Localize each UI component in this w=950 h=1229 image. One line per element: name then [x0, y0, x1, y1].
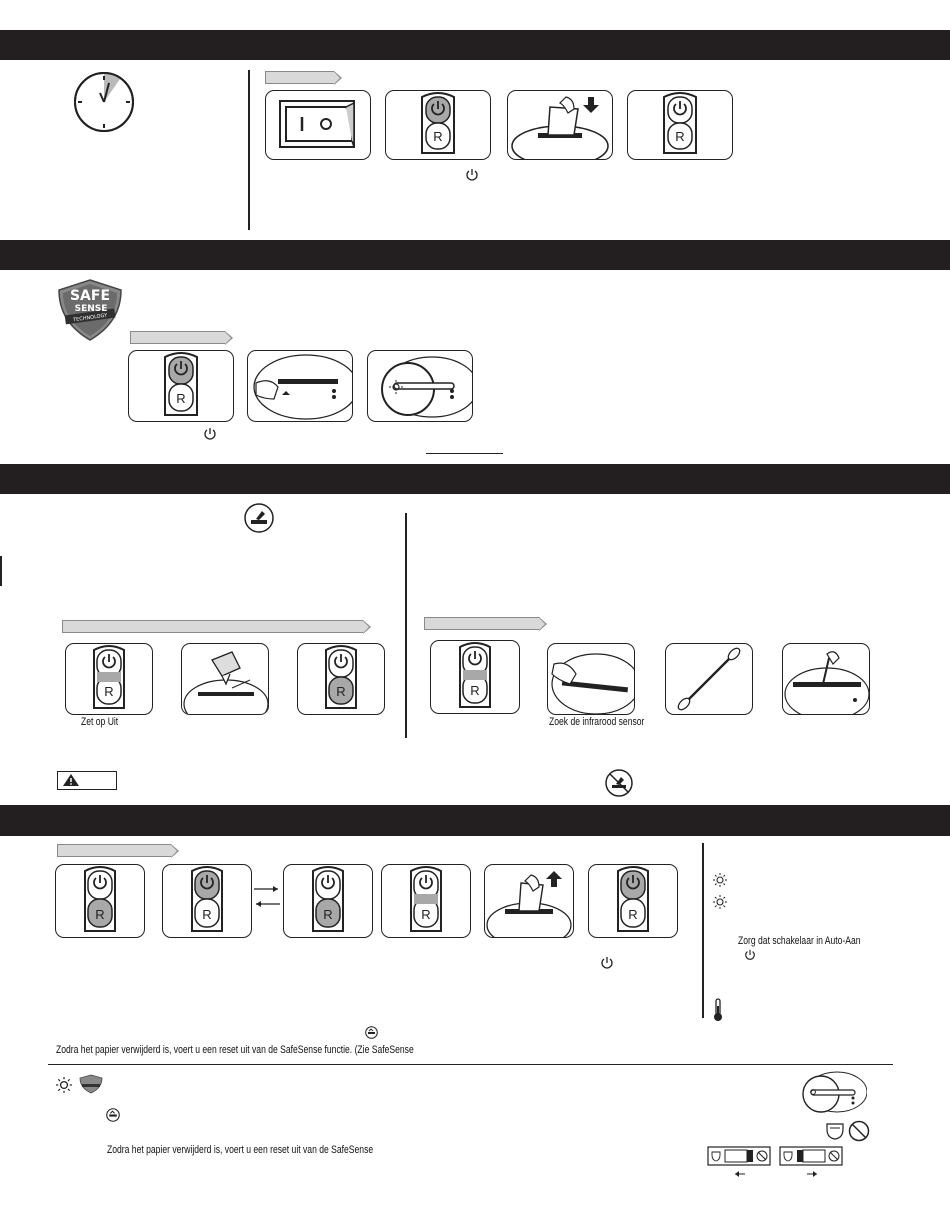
logo-line-1: SAFE [69, 288, 111, 304]
paper-jam-icon [365, 1026, 378, 1039]
power-symbol-icon [744, 949, 756, 961]
no-oil-icon [605, 769, 633, 797]
step-tab-1 [265, 71, 334, 84]
power-reset-panel-1 [385, 90, 491, 160]
led-indicator-icon [368, 351, 472, 421]
power-reset-button-icon [284, 865, 372, 937]
led-sun-icon [56, 1077, 72, 1093]
shredder-paper-insert-icon [485, 865, 573, 937]
step-tab-2 [130, 331, 225, 344]
svg-text:R: R [675, 129, 685, 144]
sensor-locate-panel [547, 643, 635, 715]
step-tab-4 [424, 617, 539, 630]
arrow-left-right-icon [252, 880, 282, 910]
power-reset-panel-5 [297, 643, 385, 715]
safesense-sensor-panel [247, 350, 353, 422]
svg-text:R: R [95, 907, 105, 922]
caption-zet-uit: Zet op Uit [81, 716, 119, 728]
power-reset-panel-10 [381, 864, 471, 938]
power-reset-button-icon [628, 91, 732, 159]
divider-vertical-1 [248, 70, 250, 230]
underline-link [426, 453, 503, 454]
power-reset-button-icon [298, 644, 384, 714]
power-reset-button-icon [382, 865, 470, 937]
power-symbol-icon [600, 956, 614, 970]
step-tab-5 [57, 844, 171, 857]
power-reset-button-icon [129, 351, 233, 421]
power-reset-panel-6 [430, 640, 520, 714]
svg-text:R: R [104, 684, 114, 699]
prohibited-icon [848, 1120, 870, 1142]
power-reset-panel-4 [65, 643, 153, 715]
rocker-switch-panel [265, 90, 371, 160]
power-reset-panel-8 [162, 864, 252, 938]
power-reset-button-icon [431, 641, 519, 713]
power-reset-button-icon [386, 91, 490, 159]
caption-sensor: Zoek de infrarood sensor [549, 716, 645, 728]
safesense-sensor-icon [783, 644, 869, 714]
thermometer-icon [712, 998, 724, 1022]
power-reset-panel-7 [55, 864, 145, 938]
power-reset-panel-2 [627, 90, 733, 160]
svg-text:R: R [421, 907, 431, 922]
shredder-insert-panel-1 [507, 90, 613, 160]
svg-text:R: R [433, 129, 443, 144]
caption-papier-verwijderd [56, 1044, 414, 1056]
section-band-3 [0, 464, 950, 494]
oil-icon [244, 503, 274, 533]
cotton-swab-icon [666, 644, 752, 714]
led-indicator-icon [795, 1070, 867, 1114]
logo-line-3: TECHNOLOGY [72, 312, 108, 324]
led-sun-icon [713, 873, 727, 887]
section-band-4 [0, 805, 950, 836]
led-indicator-panel [367, 350, 473, 422]
warning-box [57, 771, 117, 790]
safesense-small-logo-icon [79, 1074, 103, 1094]
svg-text:R: R [470, 683, 480, 698]
rocker-switch-icon [266, 91, 370, 159]
oil-bottle-panel [181, 643, 269, 715]
svg-text:R: R [323, 907, 333, 922]
led-sun-icon [713, 895, 727, 909]
safesense-logo-icon [55, 278, 125, 342]
divider-vertical-3 [702, 843, 704, 1018]
power-symbol-icon [203, 427, 217, 441]
power-symbol-icon [465, 168, 479, 182]
caption-auto-aan: Zorg dat schakelaar in Auto-Aan [738, 935, 861, 947]
section-band-1 [0, 30, 950, 60]
power-reset-button-icon [56, 865, 144, 937]
margin-mark [0, 556, 2, 586]
oil-bottle-icon [182, 644, 268, 714]
power-reset-button-icon [66, 644, 152, 714]
power-reset-panel-3 [128, 350, 234, 422]
shredder-paper-insert-icon [508, 91, 612, 159]
sensor-clean-panel [782, 643, 870, 715]
horizontal-rule [48, 1064, 893, 1065]
svg-text:R: R [202, 907, 212, 922]
svg-text:R: R [628, 907, 638, 922]
logo-line-2: SENSE [74, 304, 108, 314]
shredder-remove-panel [484, 864, 574, 938]
power-reset-panel-11 [588, 864, 678, 938]
cotton-swab-panel [665, 643, 753, 715]
caption-papier-verwijderd-2: Zodra het papier verwijderd is, voert u een reset uit van de SafeSense [107, 1144, 374, 1156]
divider-vertical-2 [405, 513, 407, 738]
power-reset-button-icon [589, 865, 677, 937]
svg-text:R: R [176, 391, 186, 406]
safesense-sensor-icon [248, 351, 352, 421]
warning-triangle-icon [61, 772, 81, 788]
clock-icon [73, 71, 135, 133]
door-icon [825, 1121, 845, 1141]
slider-switch-icon [707, 1146, 847, 1180]
power-reset-button-icon [163, 865, 251, 937]
safesense-sensor-icon [548, 644, 634, 714]
svg-text:R: R [336, 684, 346, 699]
papier-verwijderd-text: Zodra het papier verwijderd is, voert u een reset uit van de SafeSense [56, 1044, 323, 1056]
section-band-2 [0, 240, 950, 270]
power-reset-panel-9 [283, 864, 373, 938]
paper-jam-icon [106, 1108, 120, 1122]
step-tab-3 [62, 620, 363, 633]
papier-verwijderd-suffix: functie. (Zie SafeSense [324, 1044, 414, 1056]
